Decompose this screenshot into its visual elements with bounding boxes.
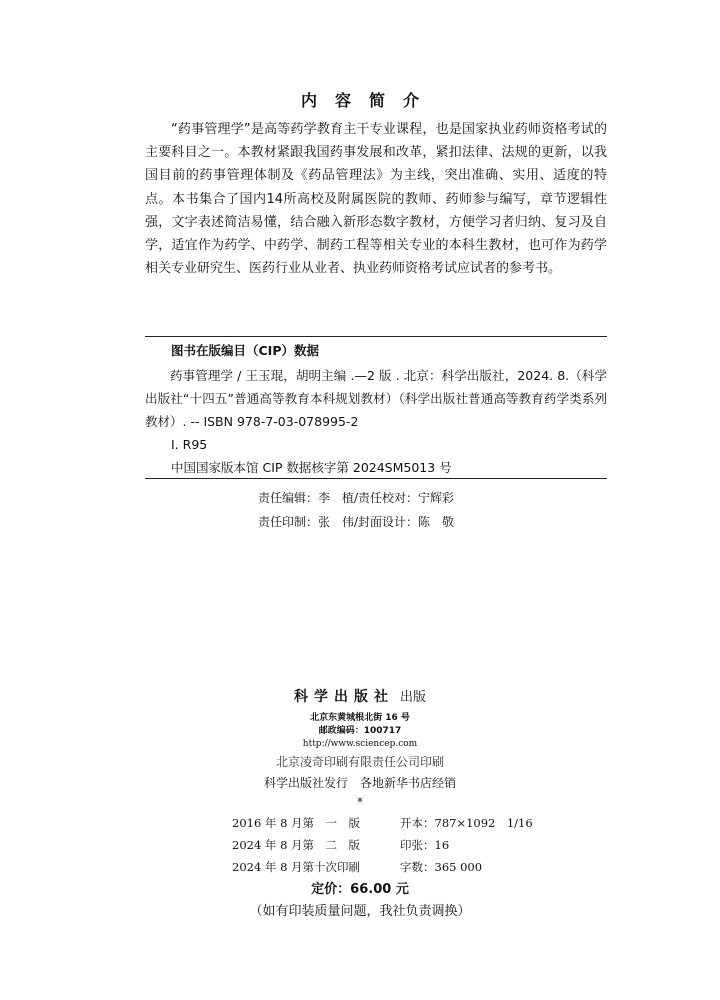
publisher-url: http://www.sciencep.com <box>302 739 418 749</box>
editor-credit-line: 责任编辑：李 植/责任校对：宁辉彩 <box>258 491 455 505</box>
distributor: 科学出版社发行 各地新华书店经销 <box>263 776 456 790</box>
edition-date: 2016 年 8 月第 一 版 <box>232 816 361 830</box>
cip-record: 药事管理学 / 王玉琨，胡明主编 .—2 版 . 北京：科学出版社，2024. 8.（科学出版社“十四五”普通高等教育本科规划教材）（科学出版社普通高等教育药学类系列教材）. -- ISBN 978-7-03-078995-2 <box>145 368 607 429</box>
editor-credit-line: 责任印制：张 伟/封面设计：陈 敬 <box>258 515 455 529</box>
edition-table <box>232 812 533 878</box>
edition-date: 2024 年 8 月第十次印刷 <box>232 860 361 874</box>
quality-notice: （如有印装质量问题，我社负责调换） <box>249 904 471 919</box>
publisher-postcode: 邮政编码：100717 <box>318 726 402 736</box>
cip-classification: Ⅰ. R95 <box>171 437 208 452</box>
price: 定价：66.00 元 <box>311 882 409 897</box>
summary-title-char: 内 <box>300 91 317 110</box>
summary-title <box>0 88 720 111</box>
summary-body: “药事管理学”是高等药学教育主干专业课程，也是国家执业药师资格考试的主要科目之一。本教材紧跟我国药事发展和改革，紧扣法律、法规的更新，以我国目前的药事管理体制及《药品管理法》为主线，突出准确、实用、适度的特点。本书集合了国内14所高校及附属医院的教师、药师参与编写，章节逻辑性强，文字表述简洁易懂，结合融入新形态数字教材，方便学习者归纳、复习及自学，适宜作为药学、中药学、制药工程等相关专业的本科生教材，也可作为药学相关专业研究生、医药行业从业者、执业药师资格考试应试者的参考书。 <box>145 122 607 277</box>
edition-spec: 字数：365 000 <box>400 860 483 874</box>
summary-title-char: 容 <box>334 91 351 110</box>
summary-title-char: 简 <box>369 91 386 110</box>
editor-credits <box>258 486 454 534</box>
publisher-logo-name: 科学出版社 <box>293 689 394 705</box>
cip-top-rule <box>145 336 607 337</box>
cip-bottom-rule <box>145 478 607 479</box>
edition-date: 2024 年 8 月第 二 版 <box>232 838 361 852</box>
edition-spec: 开本：787×1092 1/16 <box>400 816 533 830</box>
edition-spec: 印张：16 <box>400 838 450 852</box>
edition-row <box>232 856 533 878</box>
summary-title-char: 介 <box>403 91 420 110</box>
separator-star: * <box>357 795 363 809</box>
publisher-suffix: 出版 <box>399 690 426 705</box>
edition-row <box>232 834 533 856</box>
publisher-block <box>0 686 720 751</box>
cip-block <box>145 340 607 479</box>
edition-row <box>232 812 533 834</box>
printer-name: 北京凌奇印刷有限责任公司印刷 <box>275 755 444 769</box>
printing-block <box>0 752 720 810</box>
publisher-address: 北京东黄城根北街 16 号 <box>310 713 410 723</box>
cip-number: 中国国家版本馆 CIP 数据核字第 2024SM5013 号 <box>171 460 452 475</box>
cip-heading: 图书在版编目（CIP）数据 <box>171 343 319 358</box>
